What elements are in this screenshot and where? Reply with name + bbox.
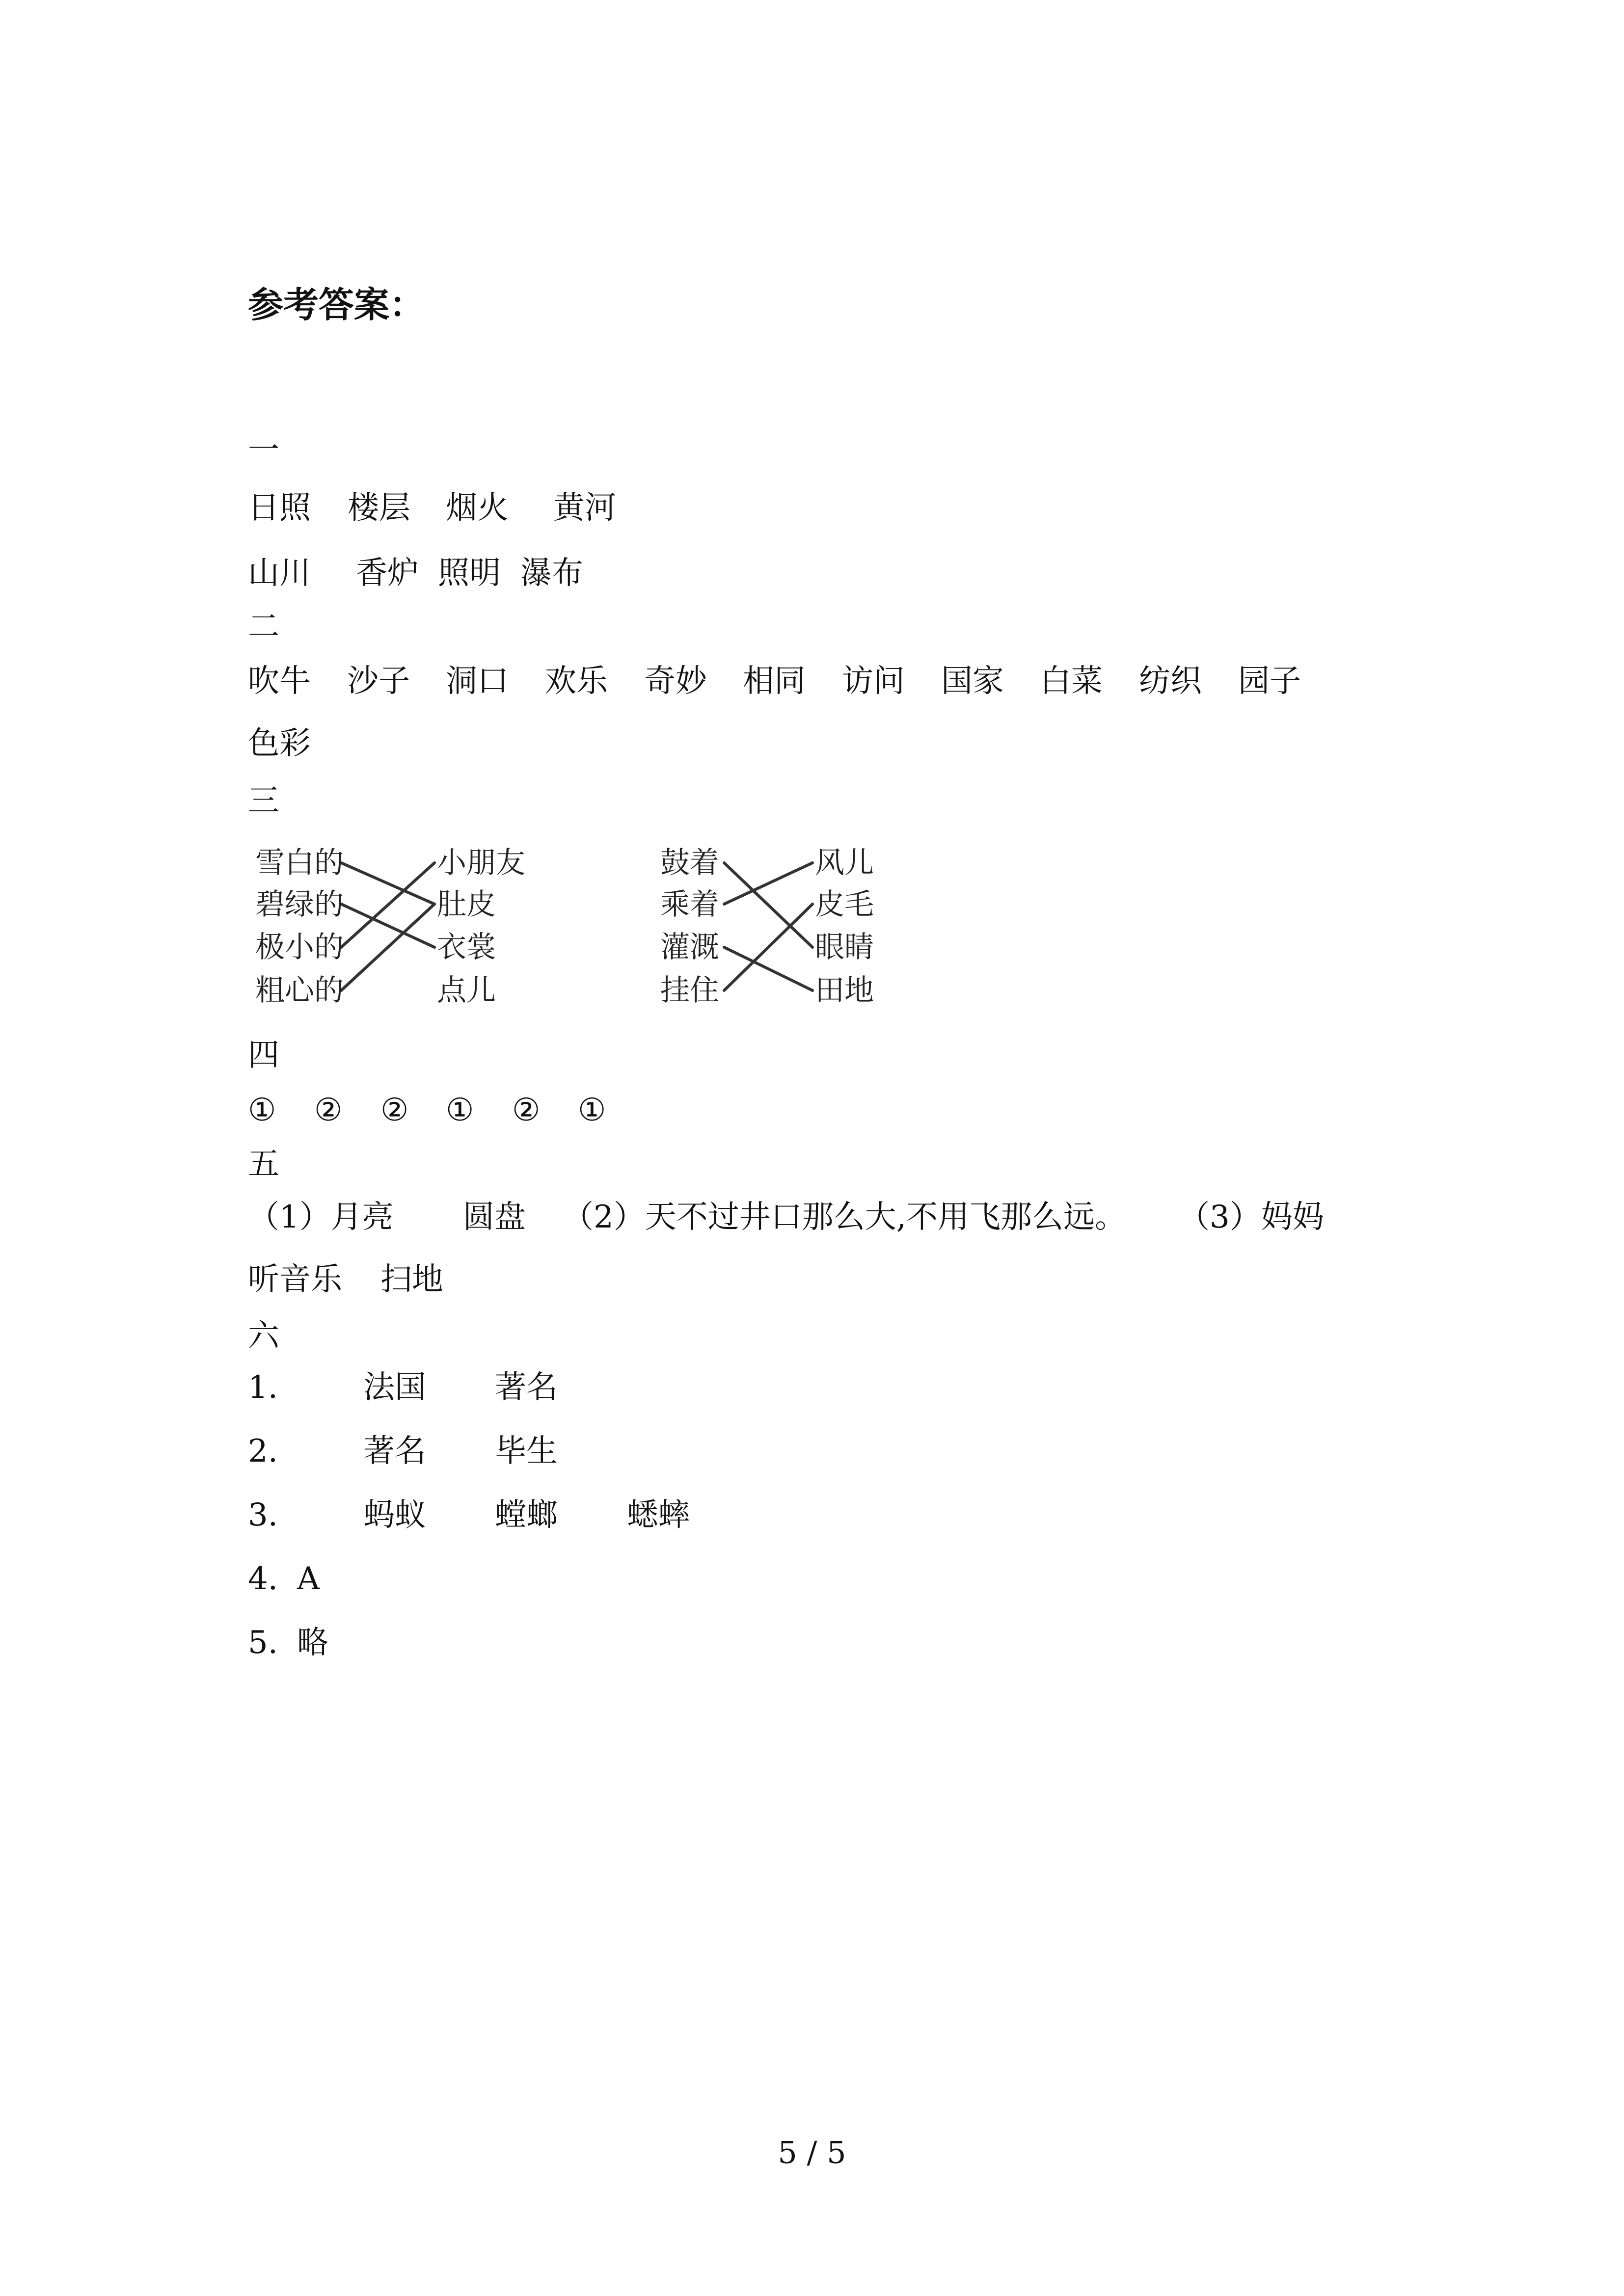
circled-answer: ② [314,1092,343,1128]
answer-word: 沙子 [347,663,410,699]
answer-text: （3）妈妈 [1178,1199,1324,1235]
answer-word: 国家 [941,663,1004,699]
circled-answer: ② [380,1092,409,1128]
answer-word: 访问 [842,663,905,699]
answer-word: 烟火 [446,490,509,526]
match-left-word: 乘着 [660,887,719,922]
page-number: 5 / 5 [778,2135,846,2170]
item-number: 1. [248,1369,278,1406]
answer-word: 园子 [1238,663,1301,699]
answer-text: 圆盘 [463,1199,526,1235]
answer-word: 山川 [248,555,311,591]
section-label-2: 二 [248,609,279,645]
match-left-word: 灌溉 [660,930,719,964]
item-number: 5. [248,1625,278,1661]
answer-word: 法国 [363,1369,426,1406]
answer-word: 蚂蚁 [363,1497,426,1533]
match-right-word: 眼睛 [815,930,874,964]
answer-word: 白菜 [1040,663,1103,699]
match-left-word: 粗心的 [255,973,344,1008]
answer-word: 色彩 [248,725,311,762]
answer-text: 扫地 [380,1261,443,1298]
match-right-word: 小朋友 [437,846,525,880]
match-left-word: 挂住 [660,973,719,1008]
answer-word: 楼层 [348,490,410,526]
answer-word: 日照 [248,490,311,526]
circled-answer: ① [446,1092,474,1128]
match-left-word: 碧绿的 [255,887,344,922]
match-left-word: 极小的 [255,930,344,964]
answer-word: 相同 [743,663,806,699]
match-right-word: 点儿 [437,973,496,1008]
answer-word: 奇妙 [644,663,707,699]
answer-word: 螳螂 [495,1497,558,1533]
answer-word: 吹牛 [248,663,311,699]
answer-text: （2）天不过井口那么大,不用飞那么远。 [562,1199,1127,1235]
match-left-word: 鼓着 [660,846,719,880]
match-right-word: 衣裳 [437,930,496,964]
item-number: 4. [248,1561,278,1597]
answer-word: 纺织 [1139,663,1202,699]
page-title: 参考答案： [248,284,425,325]
item-number: 2. [248,1433,278,1469]
answer-word: 洞口 [446,663,509,699]
answer-word: 毕生 [495,1433,558,1469]
section-label-4: 四 [248,1037,279,1073]
answer-word: 香炉 [356,555,419,591]
item-number: 3. [248,1497,278,1533]
answer-word: 瀑布 [520,555,583,591]
answer-word: A [297,1561,320,1597]
match-right-word: 肚皮 [437,887,496,922]
answer-word: 蟋蟀 [627,1497,690,1533]
section-label-5: 五 [248,1146,279,1182]
match-right-word: 田地 [815,973,874,1008]
answer-word: 照明 [438,555,501,591]
answer-word: 欢乐 [545,663,608,699]
answer-text: 听音乐 [248,1261,342,1298]
answer-word: 著名 [363,1433,426,1469]
answer-word: 略 [297,1625,328,1661]
circled-answer: ① [578,1092,606,1128]
answer-text: （1）月亮 [248,1199,394,1235]
match-right-word: 风儿 [815,846,874,880]
answer-word: 黄河 [553,490,616,526]
answer-word: 著名 [495,1369,558,1406]
match-right-word: 皮毛 [815,887,874,922]
section-label-6: 六 [248,1318,279,1354]
section-label-3: 三 [248,783,279,819]
match-left-word: 雪白的 [255,846,344,880]
section-label-1: 一 [248,432,279,468]
circled-answer: ① [248,1092,276,1128]
circled-answer: ② [512,1092,541,1128]
